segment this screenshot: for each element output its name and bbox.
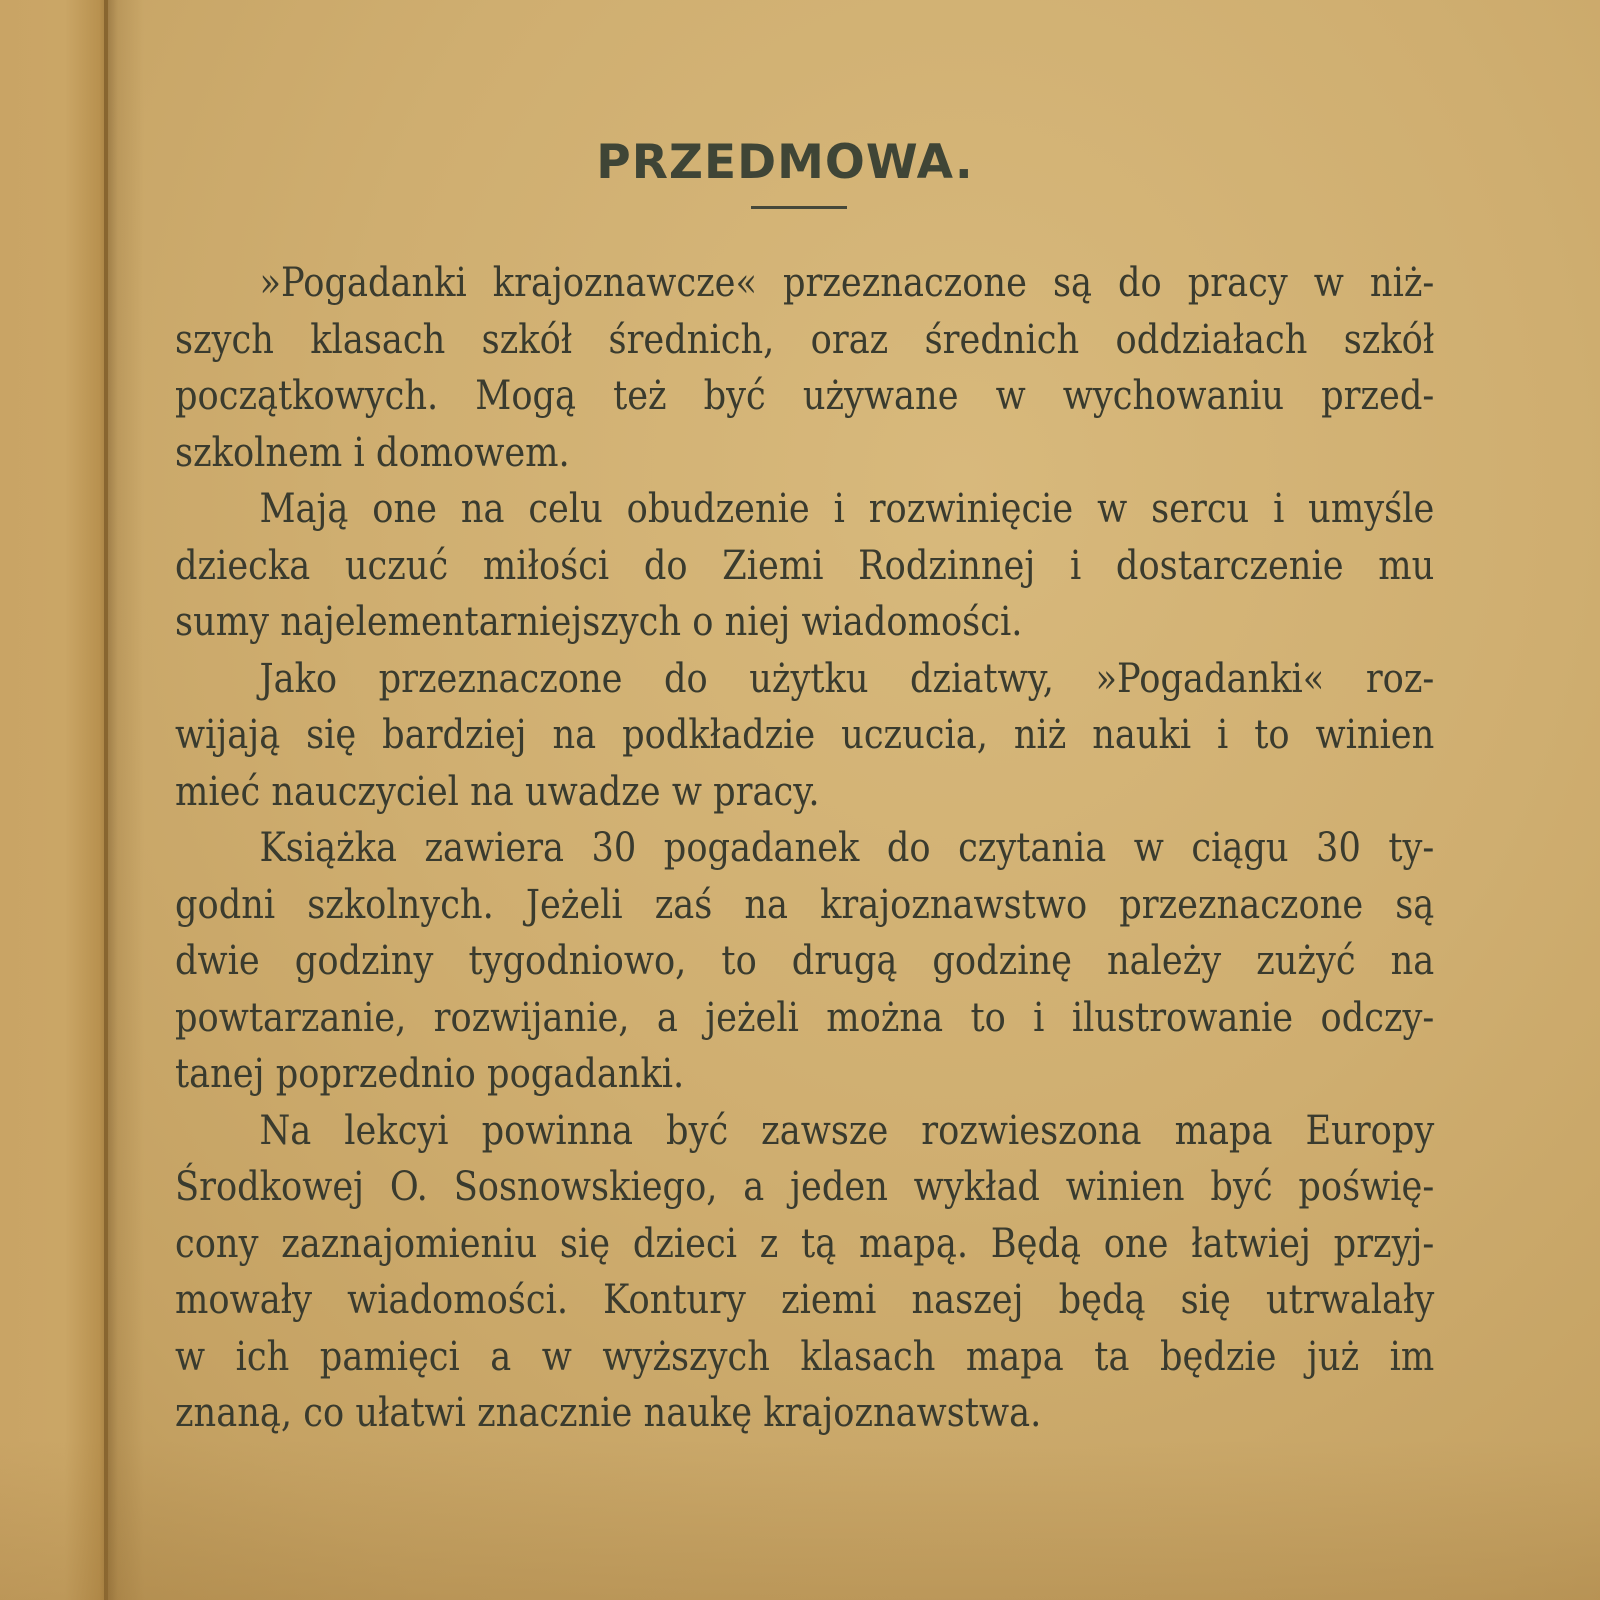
text-line: Środkowej O. Sosnowskiego, a jeden wykład winien być poświę- [175,1164,1435,1210]
book-gutter [104,0,144,1600]
text-line: znaną, co ułatwi znacznie naukę krajoznawstwa. [175,1390,1042,1436]
text-line: Na lekcyi powinna być zawsze rozwieszona mapa Europy [259,1107,1435,1154]
text-line: sumy najelementarniejszych o niej wiadomości. [175,599,1023,645]
facing-page-edge [0,0,108,1600]
title-divider [751,206,847,209]
text-line: w ich pamięci a w wyższych klasach mapa ta będzie już im [175,1333,1435,1380]
text-line: cony zaznajomieniu się dzieci z tą mapą. Będą one łatwiej przyj- [175,1220,1435,1267]
paragraph-3 [175,651,1434,821]
text-line: szych klasach szkół średnich, oraz średnich oddziałach szkół [175,316,1435,363]
text-line: szkolnem i domowem. [175,429,570,476]
text-line: tanej poprzednio pogadanki. [175,1051,685,1097]
text-line: dziecka uczuć miłości do Ziemi Rodzinnej i dostarczenie mu [175,542,1435,589]
paragraph-4 [175,820,1434,1103]
page-title: PRZEDMOWA. [596,135,974,191]
text-line: mowały wiadomości. Kontury ziemi naszej będą się utrwalały [175,1277,1435,1323]
text-line: dwie godziny tygodniowo, to drugą godzinę należy zużyć na [175,938,1435,984]
text-line: początkowych. Mogą też być używane w wychowaniu przed- [175,373,1435,419]
text-line: powtarzanie, rozwijanie, a jeżeli można to i ilustrowanie odczy- [175,994,1435,1041]
text-line: wijają się bardziej na podkładzie uczucia, niż nauki i to winien [175,712,1435,758]
paragraph-2 [175,481,1434,651]
text-line: Książka zawiera 30 pogadanek do czytania w ciągu 30 ty- [259,825,1435,871]
text-line: Mają one na celu obudzenie i rozwinięcie w sercu i umyśle [259,486,1435,532]
text-line: Jako przeznaczone do użytku dziatwy, »Pogadanki« roz- [259,655,1435,702]
paragraph-5 [175,1103,1434,1442]
paragraph-1 [175,255,1434,481]
preface-body [175,255,1434,1442]
page-shadow [0,1440,1600,1600]
text-line: mieć nauczyciel na uwadze w pracy. [175,768,820,815]
text-line: godni szkolnych. Jeżeli zaś na krajoznawstwo przeznaczone są [175,881,1435,928]
text-line: »Pogadanki krajoznawcze« przeznaczone są do pracy w niż- [259,260,1435,306]
